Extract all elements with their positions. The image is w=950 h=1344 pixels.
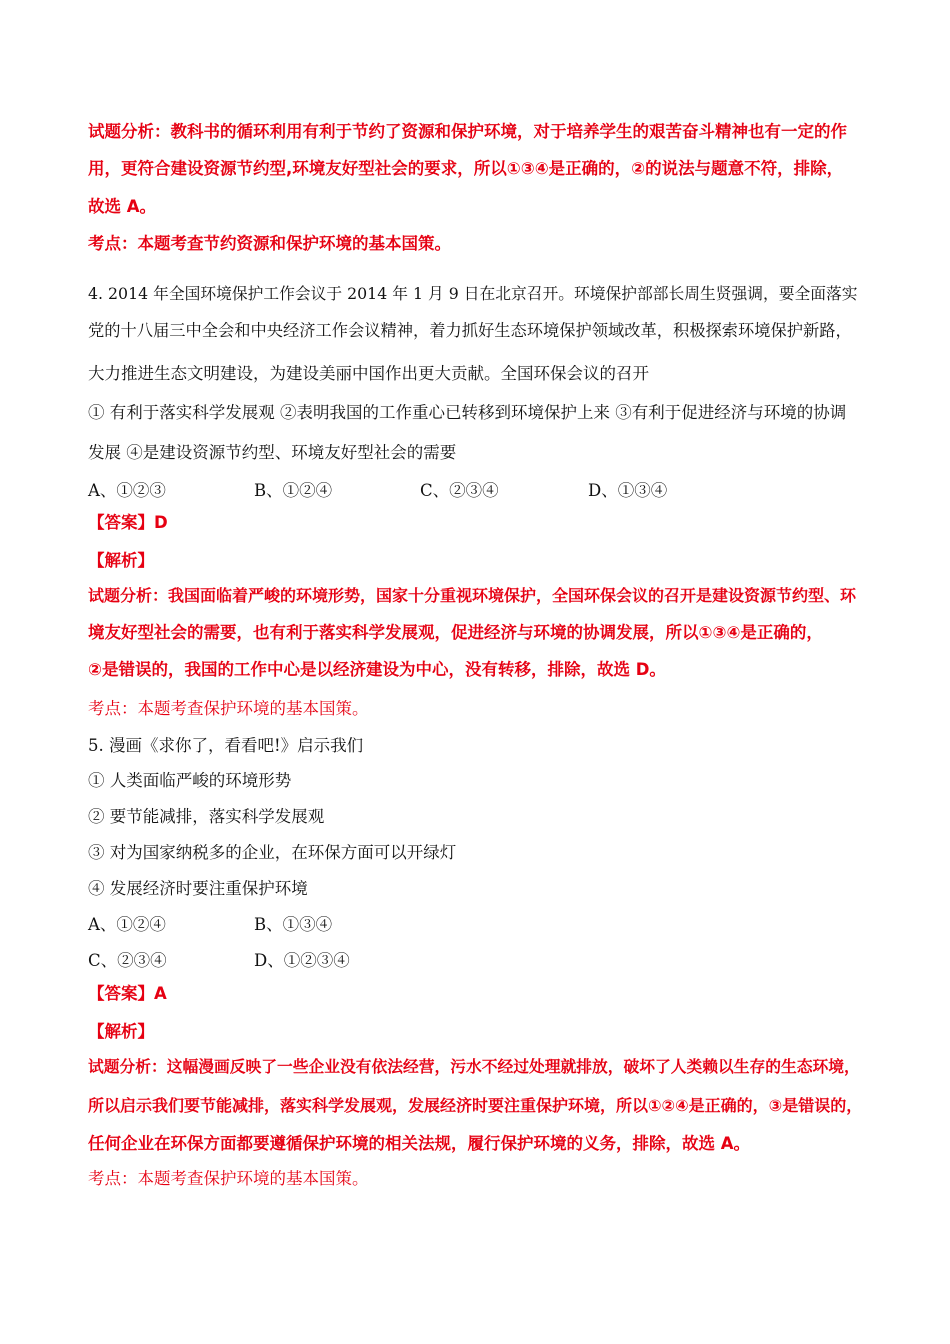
- q5-item-3: ③ 对为国家纳税多的企业，在环保方面可以开绿灯: [88, 843, 457, 862]
- q4-analysis-line-3: ②是错误的，我国的工作中心是以经济建设为中心，没有转移，排除，故选 D。: [88, 660, 666, 679]
- q4-option-b: B、①②④: [254, 481, 333, 500]
- q4-answer: 【答案】D: [88, 513, 168, 532]
- q5-item-2: ② 要节能减排，落实科学发展观: [88, 807, 325, 826]
- q4-stem-line-5: 发展 ④是建设资源节约型、环境友好型社会的需要: [88, 443, 457, 462]
- prev-analysis-line-3: 故选 A。: [88, 197, 157, 216]
- q5-answer: 【答案】A: [88, 984, 167, 1003]
- q5-option-d: D、①②③④: [254, 951, 350, 970]
- q4-analysis-line-1: 试题分析：我国面临着严峻的环境形势，国家十分重视环境保护，全国环保会议的召开是建设资源节约型、环: [88, 586, 857, 605]
- q5-option-c: C、②③④: [88, 951, 167, 970]
- q4-option-c: C、②③④: [420, 481, 499, 500]
- q5-analysis-line-3: 任何企业在环保方面都要遵循保护环境的相关法规，履行保护环境的义务，排除，故选 A。: [88, 1134, 751, 1153]
- q5-jiexi-label: 【解析】: [88, 1022, 154, 1041]
- prev-analysis-line-2: 用，更符合建设资源节约型,环境友好型社会的要求，所以①③④是正确的，②的说法与题意不符，排除，: [88, 159, 844, 178]
- q4-kaodian: 考点：本题考查保护环境的基本国策。: [88, 699, 369, 718]
- q4-jiexi-label: 【解析】: [88, 551, 154, 570]
- q4-option-d: D、①③④: [588, 481, 668, 500]
- q5-kaodian: 考点：本题考查保护环境的基本国策。: [88, 1169, 369, 1188]
- prev-analysis-line-1: 试题分析：教科书的循环利用有利于节约了资源和保护环境，对于培养学生的艰苦奋斗精神也有一定的作: [88, 122, 847, 141]
- q5-analysis-line-2: 所以启示我们要节能减排，落实科学发展观，发展经济时要注重保护环境，所以①②④是正确的，③是错误的，: [88, 1096, 863, 1115]
- q5-option-b: B、①③④: [254, 915, 333, 934]
- q5-item-4: ④ 发展经济时要注重保护环境: [88, 879, 308, 898]
- q5-analysis-line-1: 试题分析：这幅漫画反映了一些企业没有依法经营，污水不经过处理就排放，破坏了人类赖以生存的生态环境，: [88, 1057, 860, 1076]
- q4-option-a: A、①②③: [88, 481, 166, 500]
- q5-stem: 5. 漫画《求你了，看看吧!》启示我们: [88, 736, 364, 755]
- q4-stem-line-4: ① 有利于落实科学发展观 ②表明我国的工作重心已转移到环境保护上来 ③有利于促进经济与环境的协调: [88, 403, 847, 422]
- q4-stem-line-2: 党的十八届三中全会和中央经济工作会议精神，着力抓好生态环境保护领域改革，积极探索环境保护新路，: [88, 321, 852, 340]
- q4-stem-line-3: 大力推进生态文明建设，为建设美丽中国作出更大贡献。全国环保会议的召开: [88, 364, 649, 383]
- q4-stem-line-1: 4. 2014 年全国环境保护工作会议于 2014 年 1 月 9 日在北京召开。环境保护部部长周生贤强调，要全面落实: [88, 284, 858, 303]
- q5-item-1: ① 人类面临严峻的环境形势: [88, 771, 292, 790]
- q4-analysis-line-2: 境友好型社会的需要，也有利于落实科学发展观，促进经济与环境的协调发展，所以①③④是正确的，: [88, 623, 823, 642]
- q5-option-a: A、①②④: [88, 915, 166, 934]
- prev-kaodian: 考点：本题考查节约资源和保护环境的基本国策。: [88, 234, 451, 253]
